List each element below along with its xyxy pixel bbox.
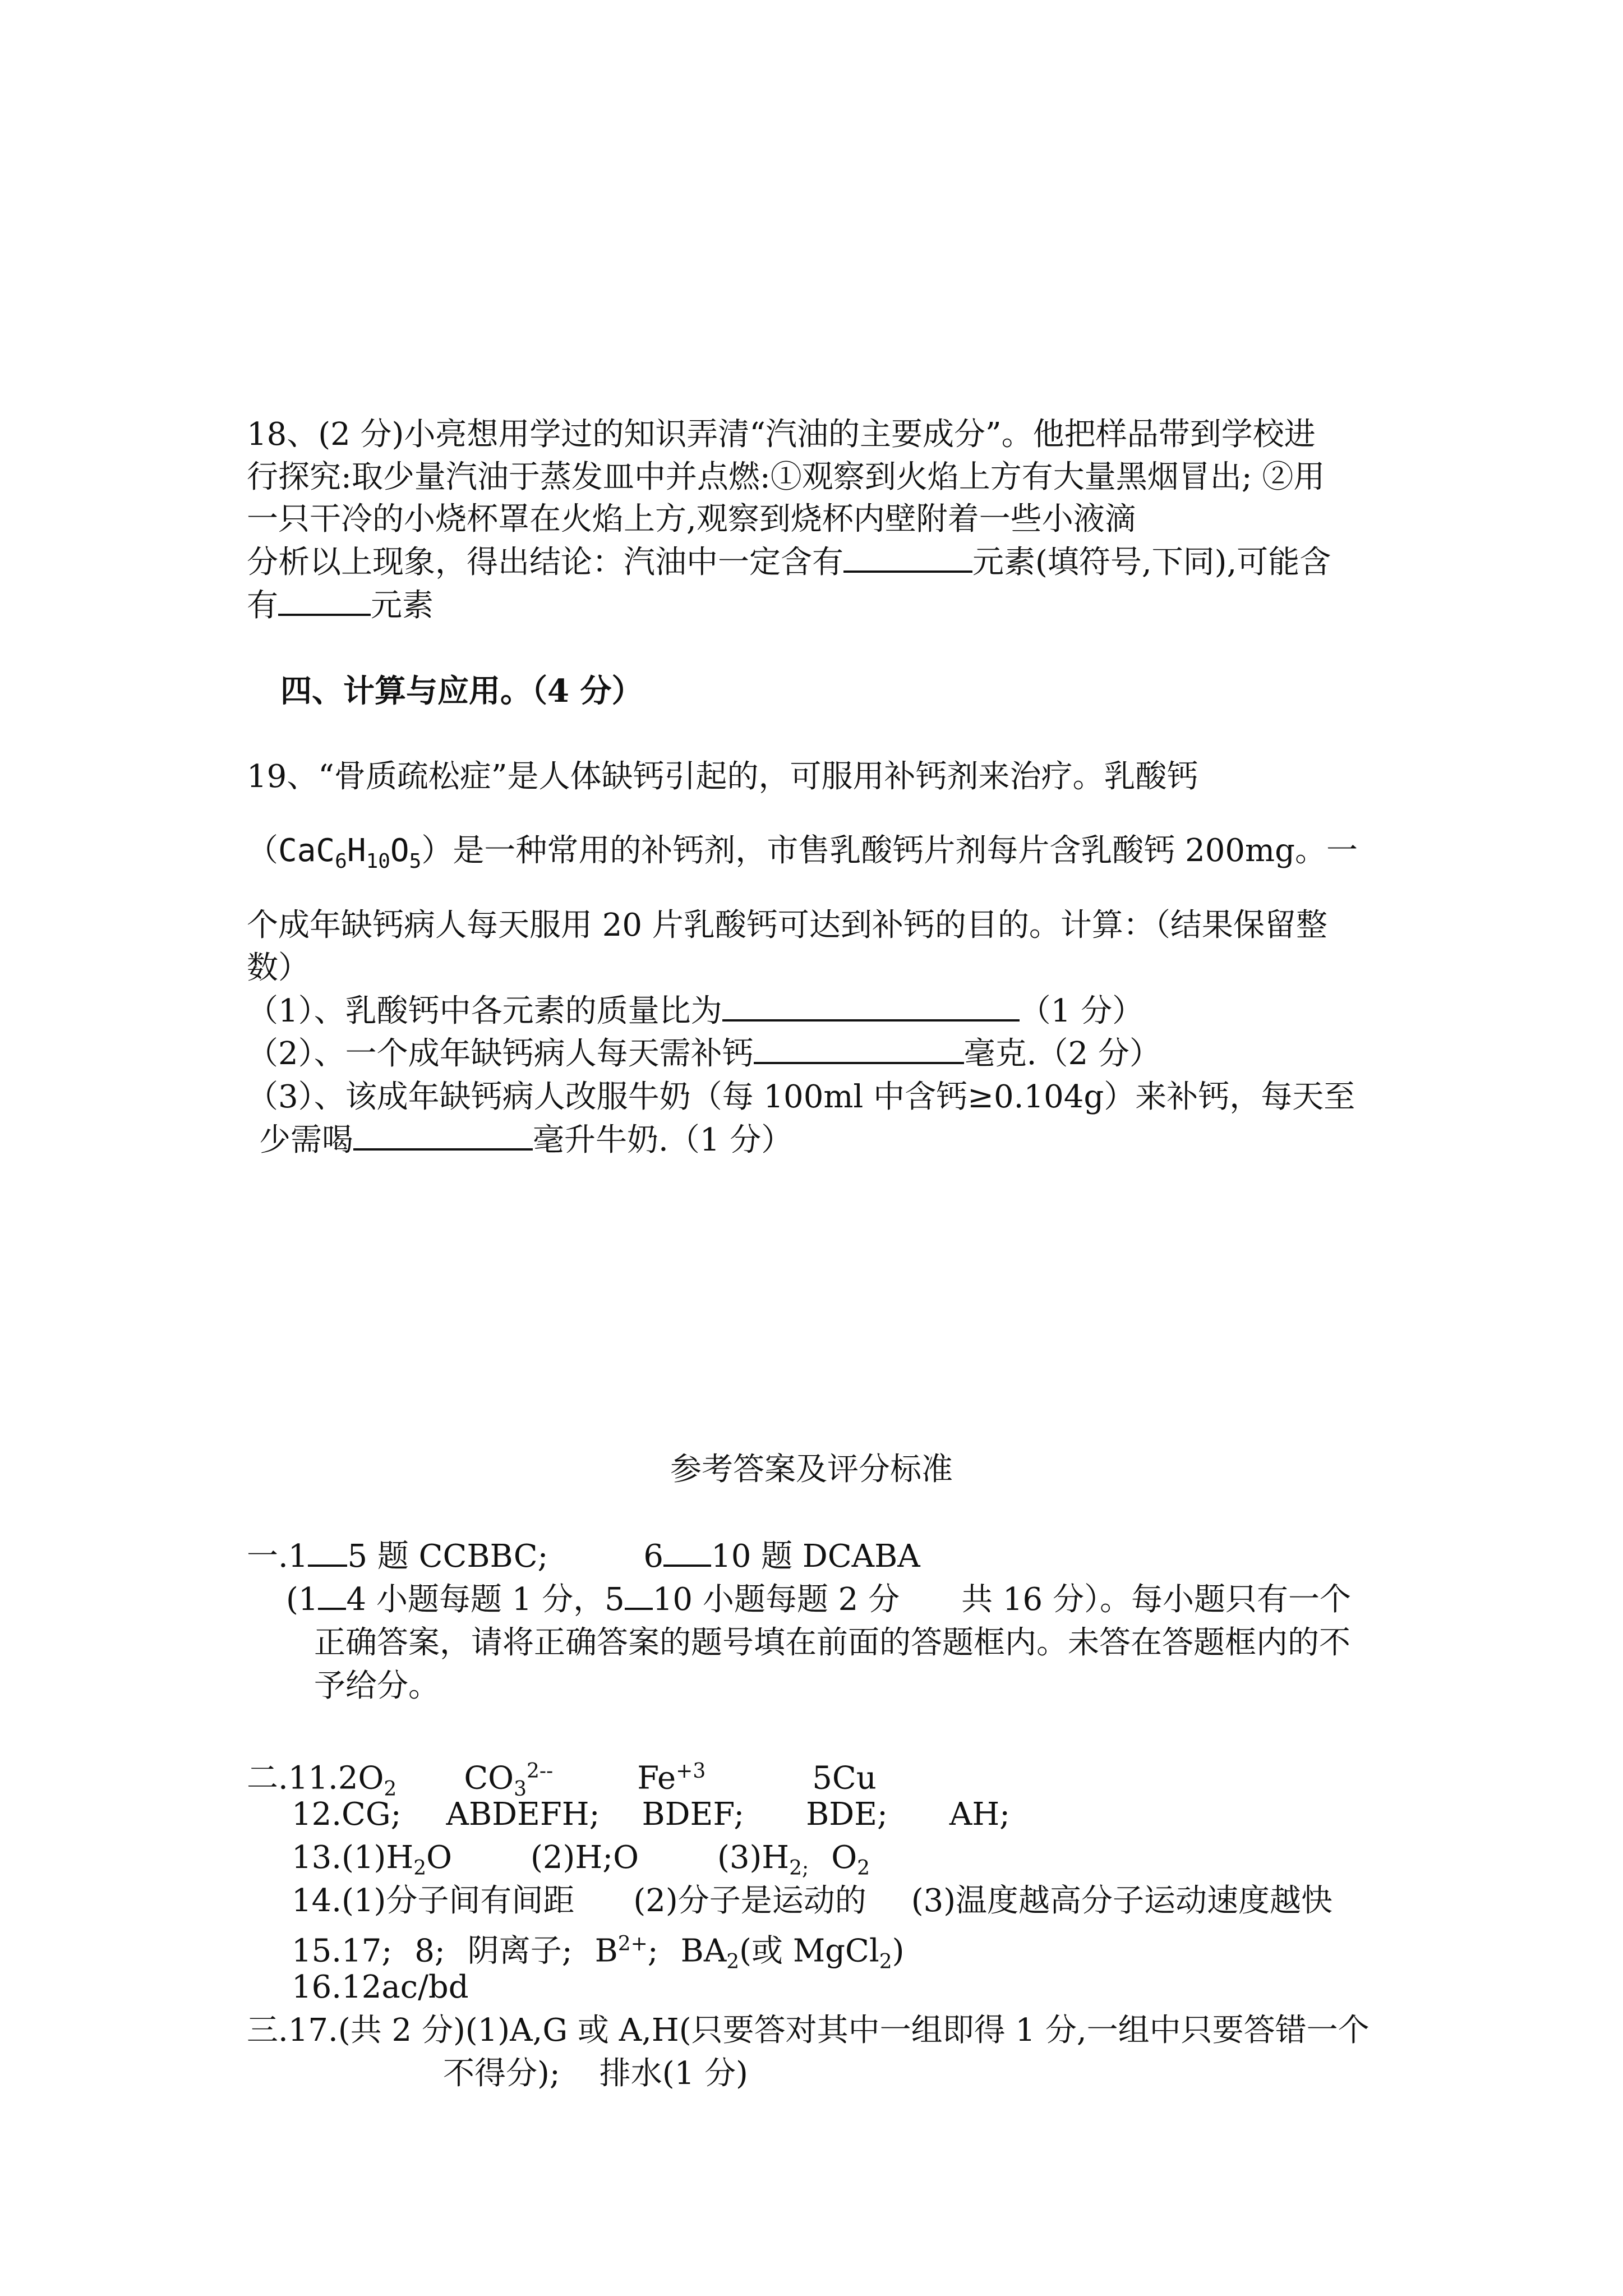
subscript: 3 xyxy=(514,1777,527,1801)
answer-text: BDEF; xyxy=(642,1796,745,1833)
q18-line-2: 行探究:取少量汽油于蒸发皿中并点燃:①观察到火焰上方有大量黑烟冒出; ②用 xyxy=(247,459,1325,495)
q19-part-3-text: 少需喝 xyxy=(259,1122,353,1158)
answer-text: B xyxy=(594,1932,618,1970)
answer-text: 5 题 CCBBC; xyxy=(347,1538,548,1575)
answer-text: ) xyxy=(892,1932,905,1970)
q19-part-2-score: 毫克.（2 分） xyxy=(963,1036,1161,1072)
answer-text: 共 16 分）。每小题只有一个 xyxy=(961,1581,1351,1618)
answer-text: (1 xyxy=(286,1581,319,1618)
answer-text: 4 小题每题 1 分，5 xyxy=(346,1581,625,1618)
q18-line-4-text-b: 元素(填符号,下同),可能含 xyxy=(972,544,1331,581)
q19-part-1-text: （1）、乳酸钙中各元素的质量比为 xyxy=(247,993,722,1029)
answer-1-line xyxy=(247,1534,920,1579)
q18-line-5-text-b: 元素 xyxy=(371,587,434,624)
section-4-heading: 四、计算与应用。（4 分） xyxy=(280,673,643,710)
answer-text: AH; xyxy=(949,1796,1011,1833)
answer-text: (2)H;O xyxy=(531,1839,639,1876)
q19-line-3: 个成年缺钙病人每天服用 20 片乳酸钙可达到补钙的目的。计算：（结果保留整 xyxy=(247,907,1327,944)
q19-part-3: （3）、该成年缺钙病人改服牛奶（每 100ml 中含钙≥0.104g）来补钙，每天至 xyxy=(247,1079,1355,1115)
q19-line-1: 19、“骨质疏松症”是人体缺钙引起的，可服用补钙剂来治疗。乳酸钙 xyxy=(247,758,1198,795)
answer-blank[interactable] xyxy=(353,1118,533,1151)
answer-12 xyxy=(292,1792,1010,1837)
answer-text: (2)分子是运动的 xyxy=(633,1883,866,1919)
q18-line-3: 一只干冷的小烧杯罩在火焰上方,观察到烧杯内壁附着一些小液滴 xyxy=(247,501,1136,537)
answer-text: 15.17; xyxy=(292,1932,393,1970)
subscript: 2 xyxy=(384,1777,397,1801)
q19-part-3-score: 毫升牛奶.（1 分） xyxy=(533,1122,793,1158)
superscript: 2+ xyxy=(617,1932,648,1955)
q19-line-4: 数） xyxy=(247,950,310,986)
answer-text: (3)H xyxy=(717,1839,790,1876)
answer-14 xyxy=(292,1879,1332,1924)
formula-part: O xyxy=(390,832,409,869)
superscript: +3 xyxy=(676,1760,706,1783)
q18-line-4 xyxy=(247,540,1331,585)
formula-subscript: 5 xyxy=(409,850,422,873)
answer-blank[interactable] xyxy=(722,989,1020,1022)
answer-text: BDE; xyxy=(806,1796,888,1833)
q19-line-2-rest: ）是一种常用的补钙剂，市售乳酸钙片剂每片含乳酸钙 200mg。一 xyxy=(421,832,1358,869)
formula-subscript: 6 xyxy=(335,850,347,873)
subscript: 2 xyxy=(879,1950,892,1973)
answer-text: 阴离子; xyxy=(467,1932,573,1970)
q18-line-4-text-a: 分析以上现象，得出结论：汽油中一定含有 xyxy=(247,544,843,581)
subscript: 2 xyxy=(413,1857,427,1880)
q19-line-2 xyxy=(247,829,1358,884)
answer-text: 排水(1 分) xyxy=(599,2055,748,2092)
underline xyxy=(308,1534,347,1567)
subscript: 2; xyxy=(789,1857,809,1880)
answers-title: 参考答案及评分标准 xyxy=(670,1451,953,1488)
answer-blank[interactable] xyxy=(278,583,371,616)
subscript: 2 xyxy=(857,1857,870,1880)
answer-text: Fe xyxy=(637,1760,676,1797)
q18-line-1: 18、(2 分)小亮想用学过的知识弄清“汽油的主要成分”。他把样品带到学校进 xyxy=(247,416,1316,453)
answer-text: 二.11.2O xyxy=(247,1760,384,1797)
underline xyxy=(625,1577,653,1610)
answer-text: ABDEFH; xyxy=(446,1796,600,1833)
subscript: 2 xyxy=(726,1950,740,1973)
q19-part-1 xyxy=(247,989,1144,1034)
answer-16: 16.12ac/bd xyxy=(292,1969,469,2005)
superscript: 2-- xyxy=(526,1760,554,1783)
answer-text: 8; xyxy=(414,1932,445,1970)
formula-part: （CaC xyxy=(247,832,335,869)
underline xyxy=(663,1534,711,1567)
formula-part: H xyxy=(347,832,366,869)
answer-1-note-1 xyxy=(286,1577,1351,1622)
answer-text: 一.1 xyxy=(247,1538,308,1575)
answer-1-note-2: 正确答案，请将正确答案的题号填在前面的答题框内。未答在答题框内的不 xyxy=(314,1625,1350,1661)
lactate-formula xyxy=(247,832,422,873)
q19-part-1-score: （1 分） xyxy=(1019,993,1144,1029)
answer-blank[interactable] xyxy=(843,540,972,573)
answer-text: ; xyxy=(647,1932,658,1970)
answer-text: 14.(1)分子间有间距 xyxy=(292,1883,575,1919)
underline xyxy=(318,1577,346,1610)
answer-text: 10 题 DCABA xyxy=(711,1538,920,1575)
answer-text: 6 xyxy=(643,1538,664,1575)
formula-subscript: 10 xyxy=(366,850,390,873)
q19-part-2 xyxy=(247,1032,1161,1076)
answer-text: (3)温度越高分子运动速度越快 xyxy=(911,1883,1333,1919)
answer-text: CO xyxy=(464,1760,514,1797)
answer-text: 5Cu xyxy=(812,1760,877,1797)
answer-blank[interactable] xyxy=(754,1032,964,1064)
q18-line-5-text-a: 有 xyxy=(247,587,278,624)
answer-17-line-2 xyxy=(443,2051,748,2096)
answer-text: 13.(1)H xyxy=(292,1839,414,1876)
answer-text: 不得分); xyxy=(443,2055,560,2092)
answer-text: 10 小题每题 2 分 xyxy=(652,1581,900,1618)
answer-text: 12.CG; xyxy=(292,1796,402,1833)
answer-text: BA xyxy=(680,1932,727,1970)
q19-part-2-text: （2）、一个成年缺钙病人每天需补钙 xyxy=(247,1036,754,1072)
answer-text: (或 MgCl xyxy=(739,1932,879,1970)
answer-text: O xyxy=(831,1839,857,1876)
answer-text: O xyxy=(426,1839,453,1876)
q18-line-5 xyxy=(247,583,434,628)
answer-1-note-3: 予给分。 xyxy=(314,1668,440,1704)
answer-17-line-1: 三.17.(共 2 分)(1)A,G 或 A,H(只要答对其中一组即得 1 分,一组中只要答错一个 xyxy=(247,2012,1370,2049)
q19-part-3-cont xyxy=(259,1118,792,1163)
